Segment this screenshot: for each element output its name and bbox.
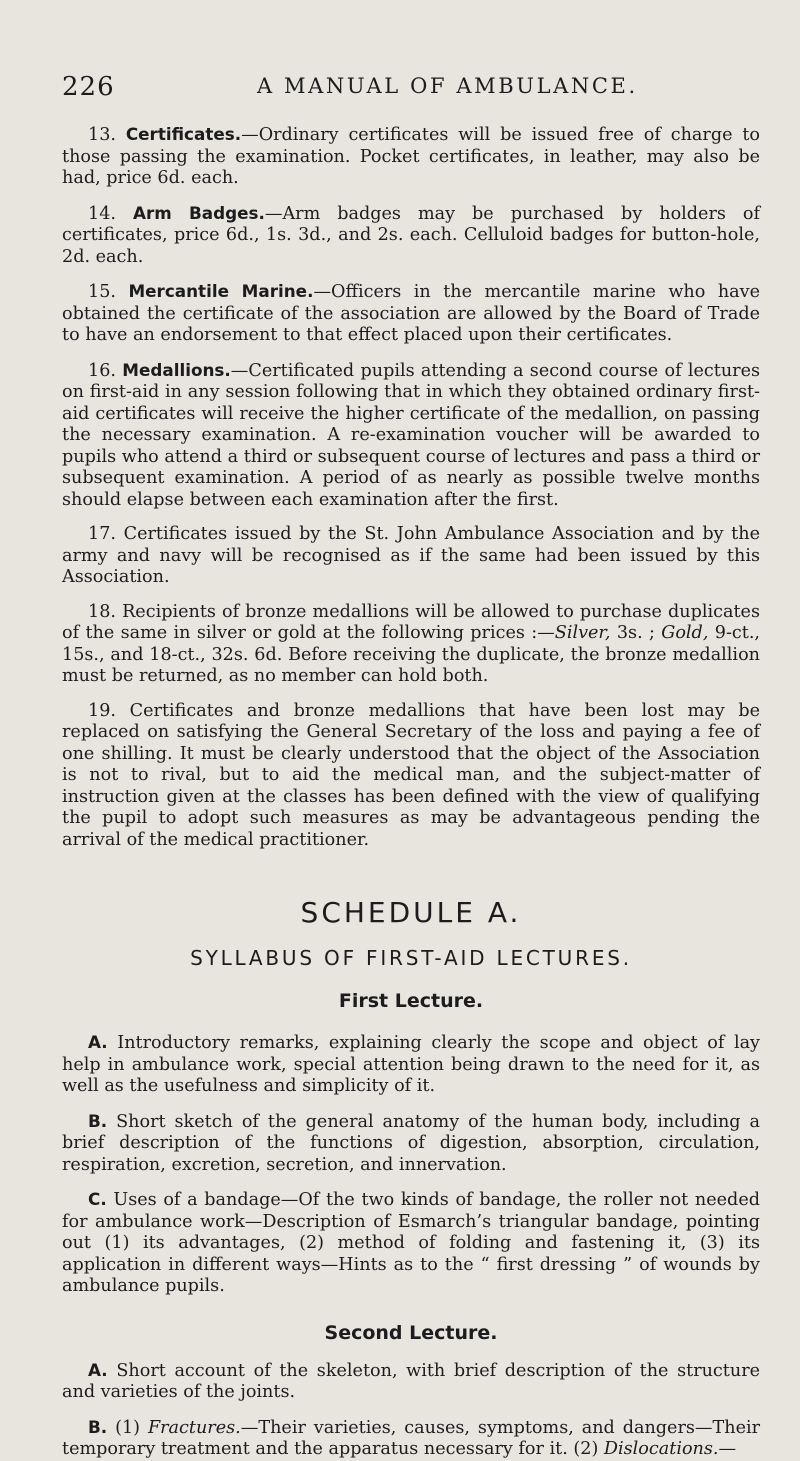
schedule-title: SCHEDULE A.: [300, 896, 522, 929]
paragraph-heading: Medallions.: [122, 359, 231, 380]
page-body: [62, 124, 760, 1461]
paragraph-16: 16. Medallions.—Certificated pupils attending a second course of lectures on first-aid in any session following that in which they obtained ordinary first-aid certificates will receive the higher certificate of the medallion, on passing the necessary examination. A re-examination voucher will be awarded to pupils who attend a third or subsequent course of lectures and pass a third or subsequent examination. A period of as nearly as possible twelve months should elapse between each examination after the first.: [62, 359, 761, 510]
book-title: A MANUAL OF AMBULANCE.: [257, 74, 638, 98]
paragraph-19: 19. Certificates and bronze medallions that have been lost may be replaced on satisfying the General Secretary of the loss and paying a fee of one shilling. It must be clearly understood that the object of the Association is not to rival, but to aid the medical man, and the subject-matter of instruction given at the classes has been defined with the view of qualifying the pupil to adopt such measures as may be advantageous pending the arrival of the medical practitioner.: [62, 700, 760, 850]
syllabus-title: SYLLABUS OF FIRST-AID LECTURES.: [190, 946, 632, 970]
lecture-item: B. (1) Fractures.—Their varieties, causes, symptoms, and dangers—Their temporary treatment and the apparatus necessary for it. (2) Dislocations.—: [62, 1416, 761, 1459]
paragraph-heading: Arm Badges.: [132, 202, 265, 223]
first-lecture-title: First Lecture.: [338, 990, 484, 1012]
paragraph-heading: Certificates.: [125, 124, 242, 144]
paragraph-13: 13. Certificates.—Ordinary certificates will be issued free of charge to those passing the examination. Pocket certificates, in leather, may also be had, price 6d. each.: [62, 124, 761, 188]
lecture-item: A. Introductory remarks, explaining clearly the scope and object of lay help in ambulance work, special attention being drawn to the need for it, as well as the usefulness and simplicity of it.: [62, 1032, 761, 1096]
second-lecture-title: Second Lecture.: [324, 1321, 498, 1344]
paragraph-15: 15. Mercantile Marine.—Officers in the mercantile marine who have obtained the certificate of the association are allowed by the Board of Trade to have an endorsement to that effect placed upon their certificates.: [62, 281, 760, 345]
lecture-item: C. Uses of a bandage—Of the two kinds of bandage, the roller not needed for ambulance work—Description of Esmarch’s triangular bandage, pointing out (1) its advantages, (2) method of folding and fastening it, (3) its application in different ways—Hints as to the “ first dressing ” of wounds by ambulance pupils.: [62, 1189, 760, 1296]
paragraph-heading: Mercantile Marine.: [128, 281, 314, 301]
lecture-item: A. Short account of the skeleton, with brief description of the structure and varieties of the joints.: [62, 1359, 761, 1402]
page-number: 226: [62, 72, 115, 102]
paragraph-17: 17. Certificates issued by the St. John Ambulance Association and by the army and navy will be recognised as if the same had been issued by this Association.: [62, 524, 760, 587]
paragraph-14: 14. Arm Badges.—Arm badges may be purchased by holders of certificates, price 6d., 1s. 3d., and 2s. each. Celluloid badges for button-hole, 2d. each.: [62, 202, 761, 267]
running-head: [62, 72, 760, 106]
paragraph-18: 18. Recipients of bronze medallions will be allowed to purchase duplicates of the same in silver or gold at the following prices :—Silver, 3s. ; Gold, 9-ct., 15s., and 18-ct., 32s. 6d. Before receiving the duplicate, the bronze medallion must be returned, as no member can hold both.: [62, 601, 761, 686]
lecture-item: B. Short sketch of the general anatomy of the human body, including a brief description of the functions of digestion, absorption, circulation, respiration, excretion, secretion, and innervation.: [62, 1110, 760, 1175]
